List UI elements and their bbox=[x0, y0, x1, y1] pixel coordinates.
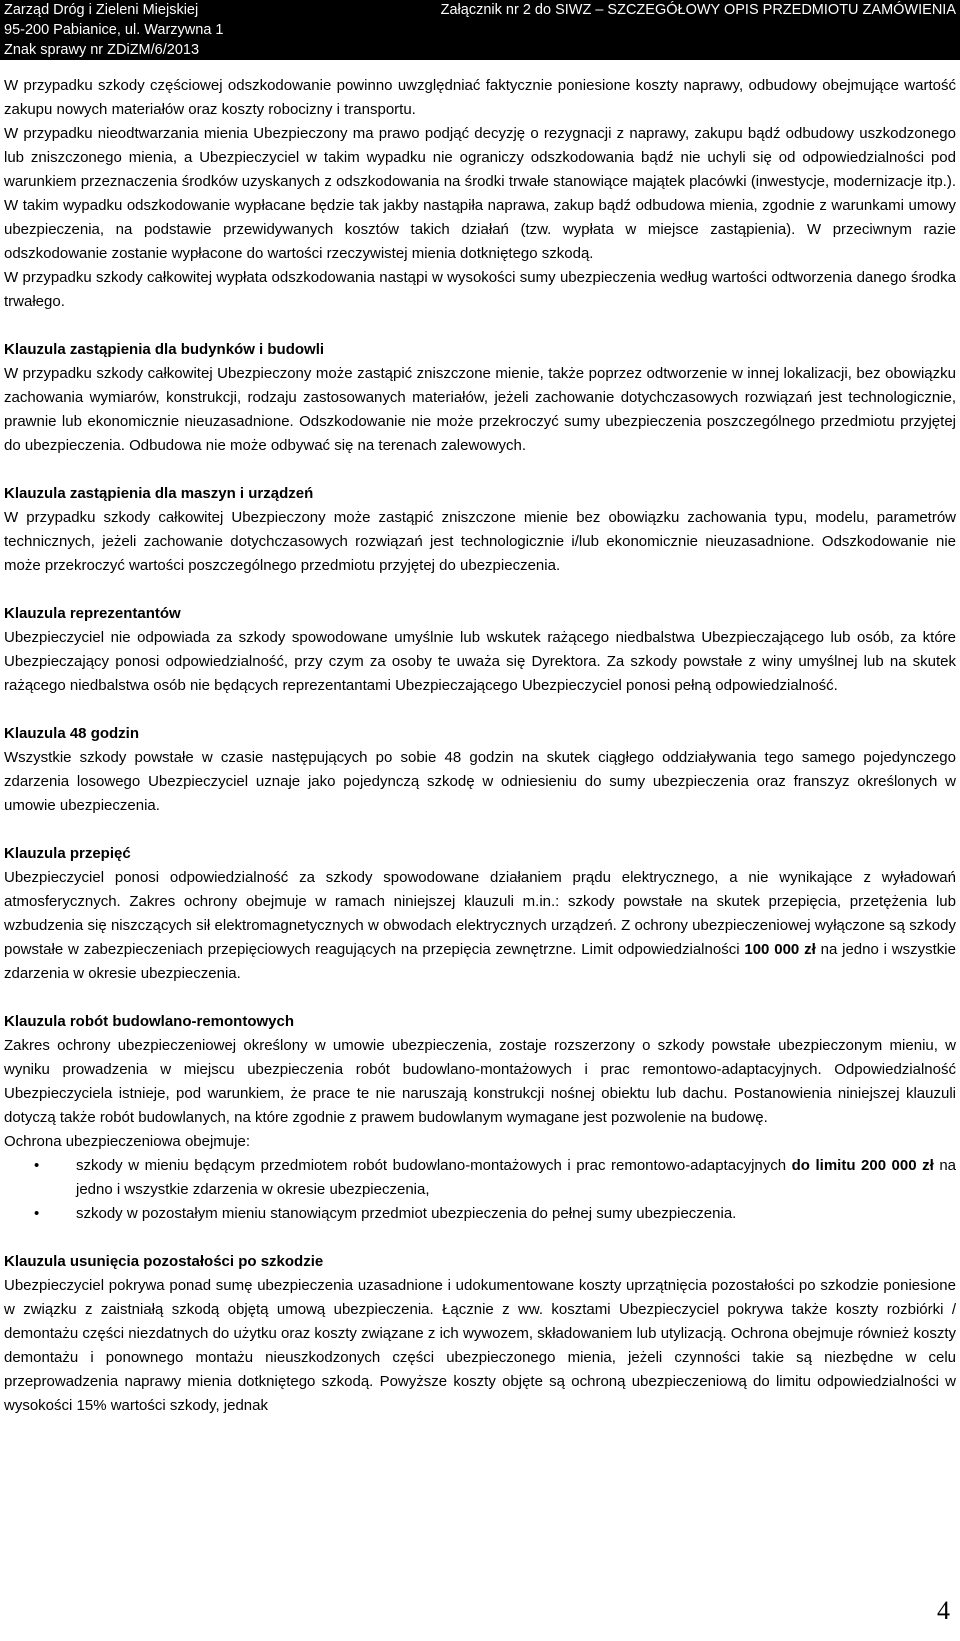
spacer bbox=[4, 818, 956, 842]
header-right bbox=[441, 0, 956, 20]
intro-paragraph-1: W przypadku szkody częściowej odszkodowanie powinno uwzględniać faktycznie poniesione koszty naprawy, odbudowy obejmujące wartość zakupu nowych materiałów oraz koszty robocizny i transportu. bbox=[4, 77, 956, 118]
surge-body bbox=[4, 866, 956, 986]
spacer bbox=[4, 578, 956, 602]
list-item bbox=[4, 1154, 956, 1202]
list-item bbox=[4, 1202, 956, 1226]
bullet-icon: • bbox=[34, 1157, 40, 1174]
section-heading: Klauzula reprezentantów bbox=[4, 605, 181, 622]
list-item-text: szkody w pozostałym mieniu stanowiącym przedmiot ubezpieczenia do pełnej sumy ubezpieczenia. bbox=[76, 1205, 737, 1222]
section-heading: Klauzula zastąpienia dla maszyn i urządzeń bbox=[4, 485, 314, 502]
spacer bbox=[4, 314, 956, 338]
header-org-name: Zarząd Dróg i Zieleni Miejskiej bbox=[4, 2, 199, 18]
spacer bbox=[4, 458, 956, 482]
construction-scope-list bbox=[4, 1154, 956, 1226]
section-heading: Klauzula zastąpienia dla budynków i budowli bbox=[4, 341, 325, 358]
intro-paragraph-3: W przypadku szkody całkowitej wypłata odszkodowania nastąpi w wysokości sumy ubezpieczenia według wartości odtworzenia danego środka trwałego. bbox=[4, 269, 956, 310]
list-item-tail: na jedno i wszystkie zdarzenia w okresie ubezpieczenia, bbox=[76, 1157, 957, 1198]
header-case-number: Znak sprawy nr ZDiZM/6/2013 bbox=[4, 42, 200, 58]
page-number: 4 bbox=[937, 1596, 950, 1625]
spacer bbox=[4, 1226, 956, 1250]
header-attachment-title: Załącznik nr 2 do SIWZ – SZCZEGÓŁOWY OPIS PRZEDMIOTU ZAMÓWIENIA bbox=[440, 2, 956, 18]
header-address: 95-200 Pabianice, ul. Warzywna 1 bbox=[4, 22, 224, 38]
surge-body-text: Ubezpieczyciel ponosi odpowiedzialność za szkody spowodowane działaniem prądu elektrycznego, a nie wynikające z wyładowań atmosferycznych. Zakres ochrony obejmuje w ramach niniejszej klauzuli m.in.: szkody powstałe na skutek przepięcia, przetężenia lub wzbudzenia się niszczących sił elektromagnetycznych w obwodach elektrycznych urządzeń. Z ochrony ubezpieczeniowej wyłączone są szkody powstałe w zabezpieczeniach przepięciowych reagujących na przepięcia zewnętrzne. Limit odpowiedzialności bbox=[4, 869, 956, 958]
surge-limit: 100 000 zł bbox=[744, 941, 816, 958]
debris-body: Ubezpieczyciel pokrywa ponad sumę ubezpieczenia uzasadnione i udokumentowane koszty uprzątnięcia pozostałości po szkodzie poniesione w związku z zaistniałą szkodą objętą umową ubezpieczenia. Łącznie z ww. kosztami Ubezpieczyciel pokrywa także koszty rozbiórki / demontażu części niezdatnych do użytku oraz koszty związane z ich wywozem, składowaniem lub utylizacją. Ochrona obejmuje również koszty demontażu i ponownego montażu nieuszkodzonych części ubezpieczonego mienia, jeżeli czynności takie są niezbędne w celu przeprowadzenia naprawy mienia dotkniętego szkodą. Powyższe koszty objęte są ochroną ubezpieczeniową do limitu odpowiedzialności w wysokości 15% wartości szkody, jednak bbox=[4, 1277, 956, 1414]
spacer bbox=[4, 986, 956, 1010]
construction-body: Zakres ochrony ubezpieczeniowej określony w umowie ubezpieczenia, zostaje rozszerzony o szkody powstałe ubezpieczonym mieniu, w wyniku prowadzenia w miejscu ubezpieczenia robót budowlano-montażowych i prac remontowo-adaptacyjnych. Odpowiedzialność Ubezpieczyciela istnieje, pod warunkiem, że prace te nie naruszają konstrukcji nośnej obiektu lub dachu. Postanowienia niniejszej klauzuli dotyczą także robót budowlanych, na które zgodnie z prawem budowlanym wymagane jest pozwolenie na budowę. bbox=[4, 1037, 956, 1126]
list-item-text: szkody w mieniu będącym przedmiotem robót budowlano-montażowych i prac remontowo-adaptacyjnych bbox=[76, 1157, 792, 1174]
section-body: Ubezpieczyciel nie odpowiada za szkody spowodowane umyślnie lub wskutek rażącego niedbalstwa Ubezpieczającego lub osób, za które Ubezpieczający ponosi odpowiedzialność, przy czym za osoby te uważa się Dyrektora. Za szkody powstałe z winy umyślnej lub na skutek rażącego niedbalstwa osób nie będących reprezentantami Ubezpieczającego Ubezpieczyciel ponosi pełną odpowiedzialność. bbox=[4, 629, 956, 694]
list-item-limit: do limitu 200 000 zł bbox=[791, 1157, 934, 1174]
debris-heading: Klauzula usunięcia pozostałości po szkodzie bbox=[4, 1253, 324, 1270]
document-body bbox=[4, 74, 956, 1418]
bullet-icon: • bbox=[34, 1205, 40, 1222]
page-header bbox=[0, 0, 960, 60]
section-heading: Klauzula 48 godzin bbox=[4, 725, 140, 742]
construction-scope-intro: Ochrona ubezpieczeniowa obejmuje: bbox=[4, 1133, 250, 1150]
section-body: W przypadku szkody całkowitej Ubezpieczony może zastąpić zniszczone mienie, także poprzez odtworzenie w innej lokalizacji, bez obowiązku zachowania wymiarów, konstrukcji, rodzaju zastosowanych materiałów, jeżeli zachowanie dotychczasowych rozwiązań jest technologicznie, prawnie lub ekonomicznie nieuzasadnione. Odszkodowanie nie może przekroczyć sumy ubezpieczenia poszczególnego przedmiotu przyjętej do ubezpieczenia. Odbudowa nie może odbywać się na terenach zalewowych. bbox=[4, 365, 956, 454]
header-left bbox=[4, 0, 224, 60]
spacer bbox=[4, 698, 956, 722]
intro-paragraph-2: W przypadku nieodtwarzania mienia Ubezpieczony ma prawo podjąć decyzję o rezygnacji z naprawy, zakupu bądź odbudowy uszkodzonego lub zniszczonego mienia, a Ubezpieczyciel w takim wypadku nie ograniczy odszkodowania bądź nie uchyli się od odpowiedzialności pod warunkiem przeznaczenia środków uzyskanych z odszkodowania na środki trwałe stanowiące majątek placówki (inwestycje, modernizacje itp.). W takim wypadku odszkodowanie wypłacane będzie tak jakby nastąpiła naprawa, zakup bądź odbudowa mienia, zgodnie z warunkami umowy ubezpieczenia, na podstawie przewidywanych kosztów takich działań (tzw. wypłata w miejsce zastąpienia). W przeciwnym razie odszkodowanie zostanie wypłacone do wartości rzeczywistej mienia dotkniętego szkodą. bbox=[4, 125, 956, 262]
surge-heading: Klauzula przepięć bbox=[4, 845, 131, 862]
surge-body-tail: na jedno i wszystkie zdarzenia w okresie ubezpieczenia. bbox=[4, 941, 956, 982]
construction-heading: Klauzula robót budowlano-remontowych bbox=[4, 1013, 294, 1030]
section-body: W przypadku szkody całkowitej Ubezpieczony może zastąpić zniszczone mienie bez obowiązku zachowania typu, modelu, parametrów technicznych, jeżeli zachowanie dotychczasowych rozwiązań jest technologicznie i/lub ekonomicznie nieuzasadnione. Odszkodowanie nie może przekroczyć wartości poszczególnego przedmiotu przyjętej do ubezpieczenia. bbox=[4, 509, 956, 574]
section-body: Wszystkie szkody powstałe w czasie następujących po sobie 48 godzin na skutek ciągłego oddziaływania tego samego pojedynczego zdarzenia losowego Ubezpieczyciel uznaje jako pojedynczą szkodę w odniesieniu do sumy ubezpieczenia oraz franszyz określonych w umowie ubezpieczenia. bbox=[4, 749, 956, 814]
